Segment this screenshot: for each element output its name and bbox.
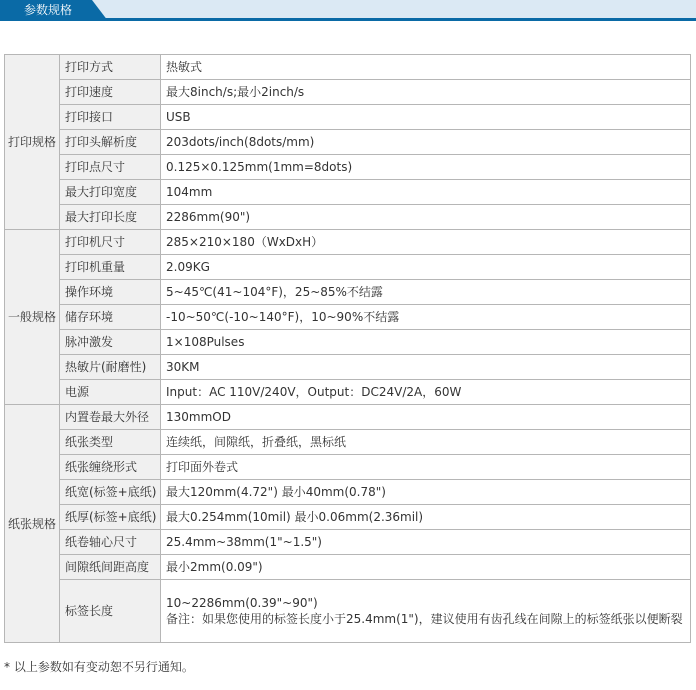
spec-value: 热敏式 [161,55,691,80]
spec-key: 纸厚(标签+底纸) [60,505,161,530]
spec-key: 标签长度 [60,580,161,643]
spec-key: 间隙纸间距高度 [60,555,161,580]
group-label-paper: 纸张规格 [5,405,60,643]
table-row [5,280,691,305]
header-title: 参数规格 [24,3,73,17]
spec-key: 纸卷轴心尺寸 [60,530,161,555]
spec-value: 最大8inch/s;最小2inch/s [161,80,691,105]
spec-key: 打印机尺寸 [60,230,161,255]
spec-key: 纸张缠绕形式 [60,455,161,480]
spec-key: 打印点尺寸 [60,155,161,180]
table-row [5,580,691,643]
spec-key: 脉冲激发 [60,330,161,355]
spec-key: 纸宽(标签+底纸) [60,480,161,505]
spec-key: 打印机重量 [60,255,161,280]
table-row [5,130,691,155]
spec-value: 30KM [161,355,691,380]
table-row [5,505,691,530]
spec-key: 操作环境 [60,280,161,305]
spec-key: 内置卷最大外径 [60,405,161,430]
spec-key: 最大打印宽度 [60,180,161,205]
spec-value: 打印面外卷式 [161,455,691,480]
table-row [5,380,691,405]
table-row [5,230,691,255]
spec-key: 打印方式 [60,55,161,80]
label-length-note: 备注：如果您使用的标签长度小于25.4mm(1")，建议使用有齿孔线在间隙上的标签纸张以便断裂 [166,612,683,626]
table-row [5,180,691,205]
spec-value: 104mm [161,180,691,205]
group-label-print: 打印规格 [5,55,60,230]
spec-value: 最小2mm(0.09") [161,555,691,580]
table-row [5,355,691,380]
table-row [5,80,691,105]
spec-key: 纸张类型 [60,430,161,455]
spec-value: 25.4mm~38mm(1"~1.5") [161,530,691,555]
spec-value: 285×210×180（WxDxH） [161,230,691,255]
table-row [5,55,691,80]
spec-key: 最大打印长度 [60,205,161,230]
spec-value: 最大0.254mm(10mil) 最小0.06mm(2.36mil) [161,505,691,530]
table-row [5,480,691,505]
table-row [5,205,691,230]
spec-value: 0.125×0.125mm(1mm=8dots) [161,155,691,180]
table-row [5,330,691,355]
spec-key: 打印接口 [60,105,161,130]
spec-value: 5~45℃(41~104°F)，25~85%不结露 [161,280,691,305]
footnote: * 以上参数如有变动恕不另行通知。 [4,660,194,674]
spec-key: 打印速度 [60,80,161,105]
spec-key: 热敏片(耐磨性) [60,355,161,380]
spec-value: 连续纸，间隙纸，折叠纸，黑标纸 [161,430,691,455]
spec-key: 打印头解析度 [60,130,161,155]
spec-value: 最大120mm(4.72") 最小40mm(0.78") [161,480,691,505]
spec-value: USB [161,105,691,130]
table-row [5,530,691,555]
table-row [5,405,691,430]
table-row [5,255,691,280]
table-row [5,430,691,455]
spec-key: 电源 [60,380,161,405]
spec-key: 储存环境 [60,305,161,330]
table-row [5,155,691,180]
group-label-general: 一般规格 [5,230,60,405]
table-row [5,455,691,480]
spec-table [4,54,691,643]
spec-value: 2286mm(90") [161,205,691,230]
spec-value: 130mmOD [161,405,691,430]
table-row [5,555,691,580]
spec-value: 1×108Pulses [161,330,691,355]
spec-value: -10~50℃(-10~140°F)，10~90%不结露 [161,305,691,330]
label-length-range: 10~2286mm(0.39"~90") [166,596,318,610]
spec-value: Input：AC 110V/240V，Output：DC24V/2A，60W [161,380,691,405]
spec-value: 203dots/inch(8dots/mm) [161,130,691,155]
spec-value: 2.09KG [161,255,691,280]
table-row [5,305,691,330]
spec-value [161,580,691,643]
table-row [5,105,691,130]
section-header [0,0,696,20]
